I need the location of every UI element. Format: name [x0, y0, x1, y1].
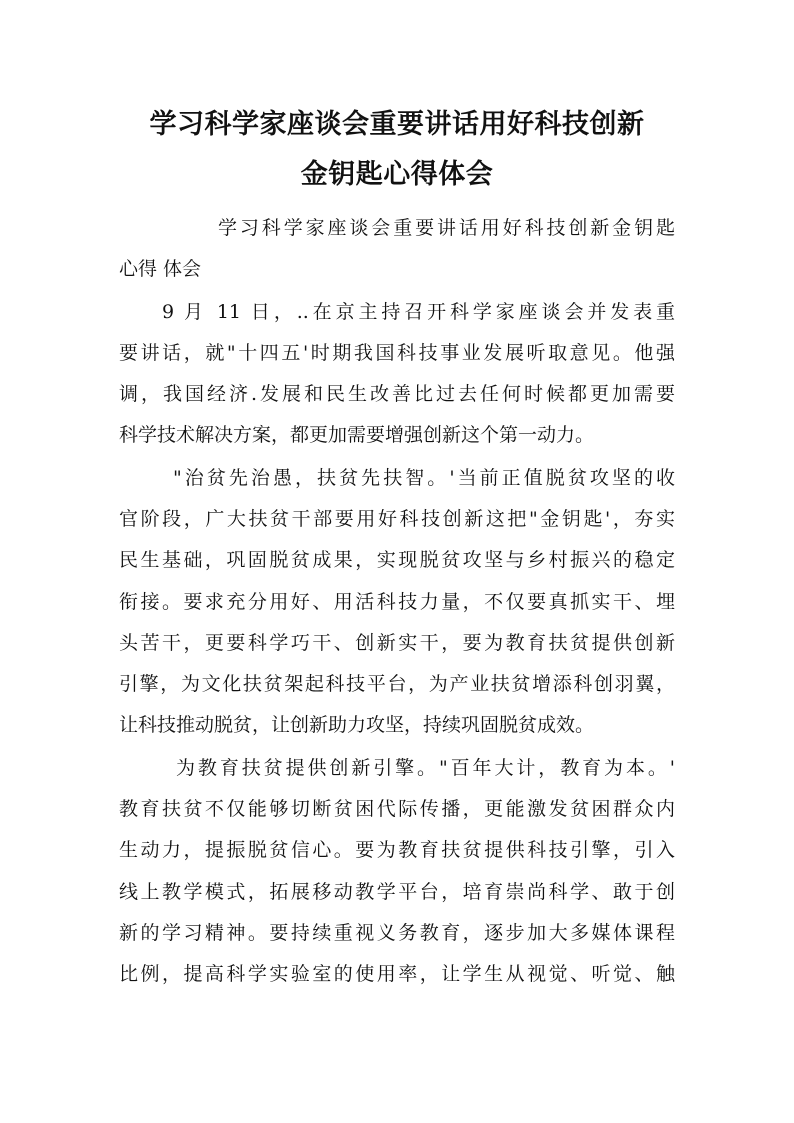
text-line: 线上教学模式，拓展移动教学平台，培育崇尚科学、敢于创 [119, 881, 675, 903]
text-line: 新的学习精神。要持续重视义务教育，逐步加大多媒体课程 [119, 922, 675, 944]
text-line: 9 月 11 日，..在京主持召开科学家座谈会并发表重 [162, 301, 675, 323]
text-line: 衔接。要求充分用好、用活科技力量，不仅要真抓实干、埋 [119, 591, 675, 613]
text-line: 头苦干，更要科学巧干、创新实干，要为教育扶贫提供创新 [119, 632, 675, 654]
text-line: 心得 体会 [119, 258, 202, 280]
text-line: 调，我国经济.发展和民生改善比过去任何时候都更加需要 [119, 383, 675, 405]
text-line: 教育扶贫不仅能够切断贫困代际传播，更能激发贫困群众内 [119, 798, 675, 820]
text-line: 要讲话，就"十四五'时期我国科技事业发展听取意见。他强 [119, 342, 675, 364]
text-line: 生动力，提振脱贫信心。要为教育扶贫提供科技引擎，引入 [119, 839, 675, 861]
text-line: 引擎，为文化扶贫架起科技平台，为产业扶贫增添科创羽翼， [119, 673, 675, 695]
document-title-line-2: 金钥匙心得体会 [300, 159, 494, 190]
text-line: 为教育扶贫提供创新引擎。"百年大计，教育为本。' [176, 757, 675, 779]
text-line: 让科技推动脱贫，让创新助力攻坚，持续巩固脱贫成效。 [119, 714, 595, 736]
text-line: "治贫先治愚，扶贫先扶智。'当前正值脱贫攻坚的收 [173, 467, 675, 489]
text-line: 民生基础，巩固脱贫成果，实现脱贫攻坚与乡村振兴的稳定 [119, 549, 675, 571]
text-line: 比例，提高科学实验室的使用率，让学生从视觉、听觉、触 [119, 963, 675, 985]
document-title-line-1: 学习科学家座谈会重要讲话用好科技创新 [149, 109, 645, 140]
text-line: 官阶段，广大扶贫干部要用好科技创新这把"金钥匙'，夯实 [119, 508, 675, 530]
text-line: 科学技术解决方案，都更加需要增强创新这个第一动力。 [119, 424, 595, 446]
text-line: 学习科学家座谈会重要讲话用好科技创新金钥匙 [218, 217, 675, 239]
